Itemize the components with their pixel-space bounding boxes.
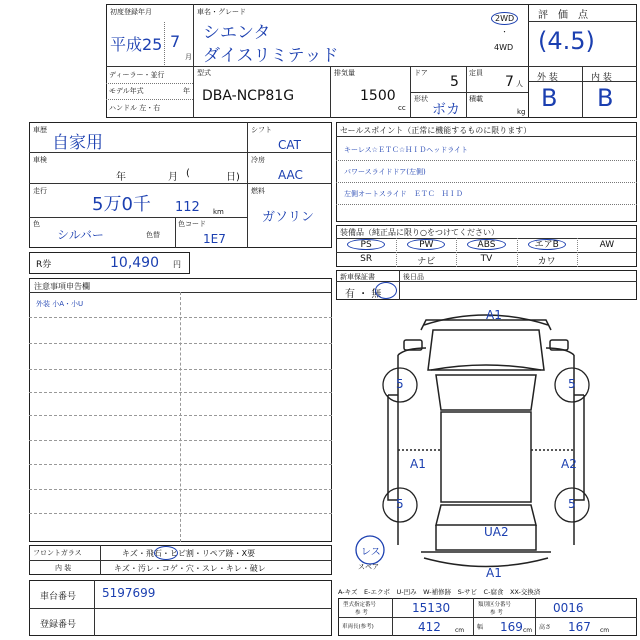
class-sub: 参 考 (490, 610, 503, 616)
ac: AAC (278, 168, 303, 182)
inspection-label: 車検 (33, 156, 47, 164)
class-no: 0016 (553, 601, 584, 615)
inspection-year: 年 (116, 172, 126, 183)
backup-label: 後日品 (403, 273, 424, 281)
name-label: 車名・グレード (197, 8, 246, 16)
divider (577, 238, 578, 267)
width: 169 (500, 620, 523, 634)
height-label: 高さ (539, 624, 552, 631)
doors-label: ドア (414, 69, 428, 77)
color-code-label: 色コード (178, 220, 206, 228)
model-code: DBA-NCP81G (202, 88, 295, 104)
displacement: 1500 (360, 88, 396, 104)
equipment-label: 装備品（純正品に限り○をつけてください） (340, 228, 499, 237)
equipment-item: カワ (537, 257, 556, 267)
shift: CAT (278, 138, 301, 152)
divider (247, 183, 332, 184)
divider (338, 617, 637, 618)
reg-month: 7 (170, 32, 181, 51)
divider (336, 136, 637, 137)
model-cert-label: 型式指定番号 (343, 602, 377, 608)
inspection-day: 日) (226, 172, 240, 183)
width-unit: cm (523, 627, 533, 634)
equipment-item: ABS (467, 239, 505, 250)
reg-era: 平成25 (110, 35, 163, 54)
stone-chip-circle (154, 546, 178, 560)
divider (106, 66, 528, 67)
divider (466, 92, 467, 118)
exterior-label: 外 装 (537, 73, 558, 83)
capacity-label: 定員 (469, 69, 483, 77)
color-swatch-label: 色替 (146, 231, 160, 239)
divider (247, 122, 248, 248)
sales-label: セールスポイント（正常に機能するものに限ります） (340, 126, 532, 135)
divider (175, 217, 176, 248)
notes-center-rule (180, 292, 181, 542)
dotted-divider (336, 204, 637, 205)
interior-label: 内 装 (591, 73, 612, 83)
damage-left-front-wheel: 5 (396, 377, 404, 391)
sales-line-1: キーレス☆ＥＴＣ☆ＨＩＤヘッドライト (344, 146, 468, 154)
chassis-number: 5197699 (102, 586, 156, 600)
length-label: 車両長(参考) (342, 624, 374, 630)
model-year-label: モデル年式 (109, 87, 144, 95)
dotted-divider (106, 83, 193, 84)
damage-rear: A1 (486, 566, 502, 580)
dotted-divider (164, 22, 165, 65)
notes-line-1: 外装 小A・小U (36, 300, 84, 308)
divider (528, 21, 637, 22)
dotted-divider (336, 182, 637, 183)
damage-legend: A-キズ E-エクボ U-凹み W-補修跡 S-サビ C-腐食 XX-交換済 (338, 588, 541, 596)
divider (336, 252, 637, 253)
color-code: 1E7 (203, 232, 226, 246)
exterior-grade: B (541, 84, 558, 112)
divider (466, 66, 467, 92)
shape-label: 形状 (414, 95, 428, 103)
front-glass-label: フロントガラス (33, 549, 82, 557)
equipment-item: エアB (528, 239, 566, 250)
fuel-label: 燃料 (251, 187, 265, 195)
load-unit: kg (517, 108, 526, 116)
grade-label: 評 価 点 (538, 10, 588, 21)
inspection-paren: ( (186, 168, 190, 179)
model-label: 型式 (197, 69, 211, 77)
warranty-circle (375, 282, 397, 299)
class-label: 類別区分番号 (478, 602, 512, 608)
recycle-value: 10,490 (110, 255, 159, 271)
damage-left-side: A1 (410, 457, 426, 471)
damage-front: A1 (486, 308, 502, 322)
equipment-item: ナビ (417, 257, 436, 267)
height: 167 (568, 620, 591, 634)
mileage-alt: 112 (175, 200, 200, 215)
doors: 5 (450, 74, 459, 90)
dotted-divider (336, 160, 637, 161)
model-cert: 15130 (412, 601, 451, 615)
use-value: 自家用 (52, 133, 103, 153)
car-diagram (336, 300, 637, 585)
equipment-item: SR (360, 254, 373, 264)
damage-left-rear-wheel: 5 (396, 497, 404, 511)
spare-label: スペア (358, 563, 379, 571)
divider (29, 183, 247, 184)
divider (535, 598, 536, 636)
warranty-value: 有 ・ 無 (345, 289, 382, 300)
recycle-label: R券 (36, 260, 52, 270)
dealer-label: ディーラー・並行 (109, 71, 165, 79)
shift-label: シフト (251, 126, 272, 134)
mileage-unit: km (213, 208, 224, 216)
grade-score: (4.5) (538, 27, 595, 55)
shape: ボカ (432, 102, 460, 118)
divider (392, 598, 393, 636)
divider (330, 66, 331, 118)
interior-row-label: 内 装 (55, 564, 72, 572)
divider (399, 270, 400, 300)
fuel: ガソリン (262, 210, 315, 225)
vehicle-name: シエンタ (203, 23, 271, 43)
dotted-divider (106, 99, 193, 100)
displacement-unit: cc (398, 104, 406, 112)
damage-roof: UA2 (484, 525, 509, 539)
reg-month-unit: 月 (185, 53, 192, 61)
divider (29, 560, 332, 561)
divider (29, 608, 332, 609)
equipment-item: PS (347, 239, 385, 250)
notes-label: 注意事項申告欄 (34, 282, 90, 291)
reg-number-label: 登録番号 (40, 620, 77, 630)
damage-right-front-wheel: 5 (568, 377, 576, 391)
divider (247, 152, 332, 153)
front-glass-text: キズ・飛石・ヒビ割・リペア跡・X要 (122, 549, 256, 558)
width-label: 幅 (477, 624, 484, 631)
load-label: 積載 (469, 95, 483, 103)
warranty-label: 新車保証書 (340, 273, 375, 281)
color-value: シルバー (57, 228, 104, 242)
divider (582, 66, 583, 118)
interior-row-text: キズ・汚レ・コゲ・穴・スレ・キレ・破レ (114, 564, 266, 573)
height-unit: cm (600, 627, 610, 634)
capacity-unit: 人 (516, 80, 523, 88)
sales-line-2: パワースライドドア(左側) (344, 168, 426, 176)
vehicle-grade: ダイスリミテッド (203, 46, 339, 66)
color-label: 色 (33, 220, 40, 228)
recycle-unit: 円 (173, 260, 181, 269)
equipment-item: PW (407, 239, 445, 250)
divider (29, 217, 247, 218)
equipment-item: AW (599, 240, 615, 250)
chassis-label: 車台番号 (40, 592, 77, 602)
first-reg-label: 初度登録年月 (110, 8, 152, 16)
inspection-month: 月 (168, 172, 178, 183)
drive-dot: ・ (501, 28, 508, 36)
length-unit: cm (455, 627, 465, 634)
model-cert-sub: 参 考 (355, 610, 368, 616)
drive-2wd: 2WD (491, 12, 518, 25)
sales-line-3: 左側オートスライド ＥＴＣ ＨＩＤ (344, 190, 463, 198)
mileage: 5万0千 (92, 194, 151, 215)
spare-mark: レス (361, 547, 381, 558)
divider (410, 92, 528, 93)
mileage-label: 走行 (33, 187, 47, 195)
divider (473, 598, 474, 636)
ac-label: 冷房 (251, 156, 265, 164)
drive-4wd: 4WD (494, 43, 514, 52)
divider (193, 66, 194, 118)
equipment-item: TV (480, 254, 493, 264)
capacity: 7 (505, 74, 514, 90)
divider (29, 152, 247, 153)
damage-right-rear-wheel: 5 (568, 497, 576, 511)
displacement-label: 排気量 (334, 69, 355, 77)
model-year-unit: 年 (183, 87, 190, 95)
divider (193, 4, 194, 66)
damage-right-side: A2 (561, 457, 577, 471)
length: 412 (418, 620, 441, 634)
handle-label: ハンドル 左・右 (109, 104, 161, 112)
use-label: 車歴 (33, 126, 47, 134)
interior-grade: B (597, 84, 614, 112)
